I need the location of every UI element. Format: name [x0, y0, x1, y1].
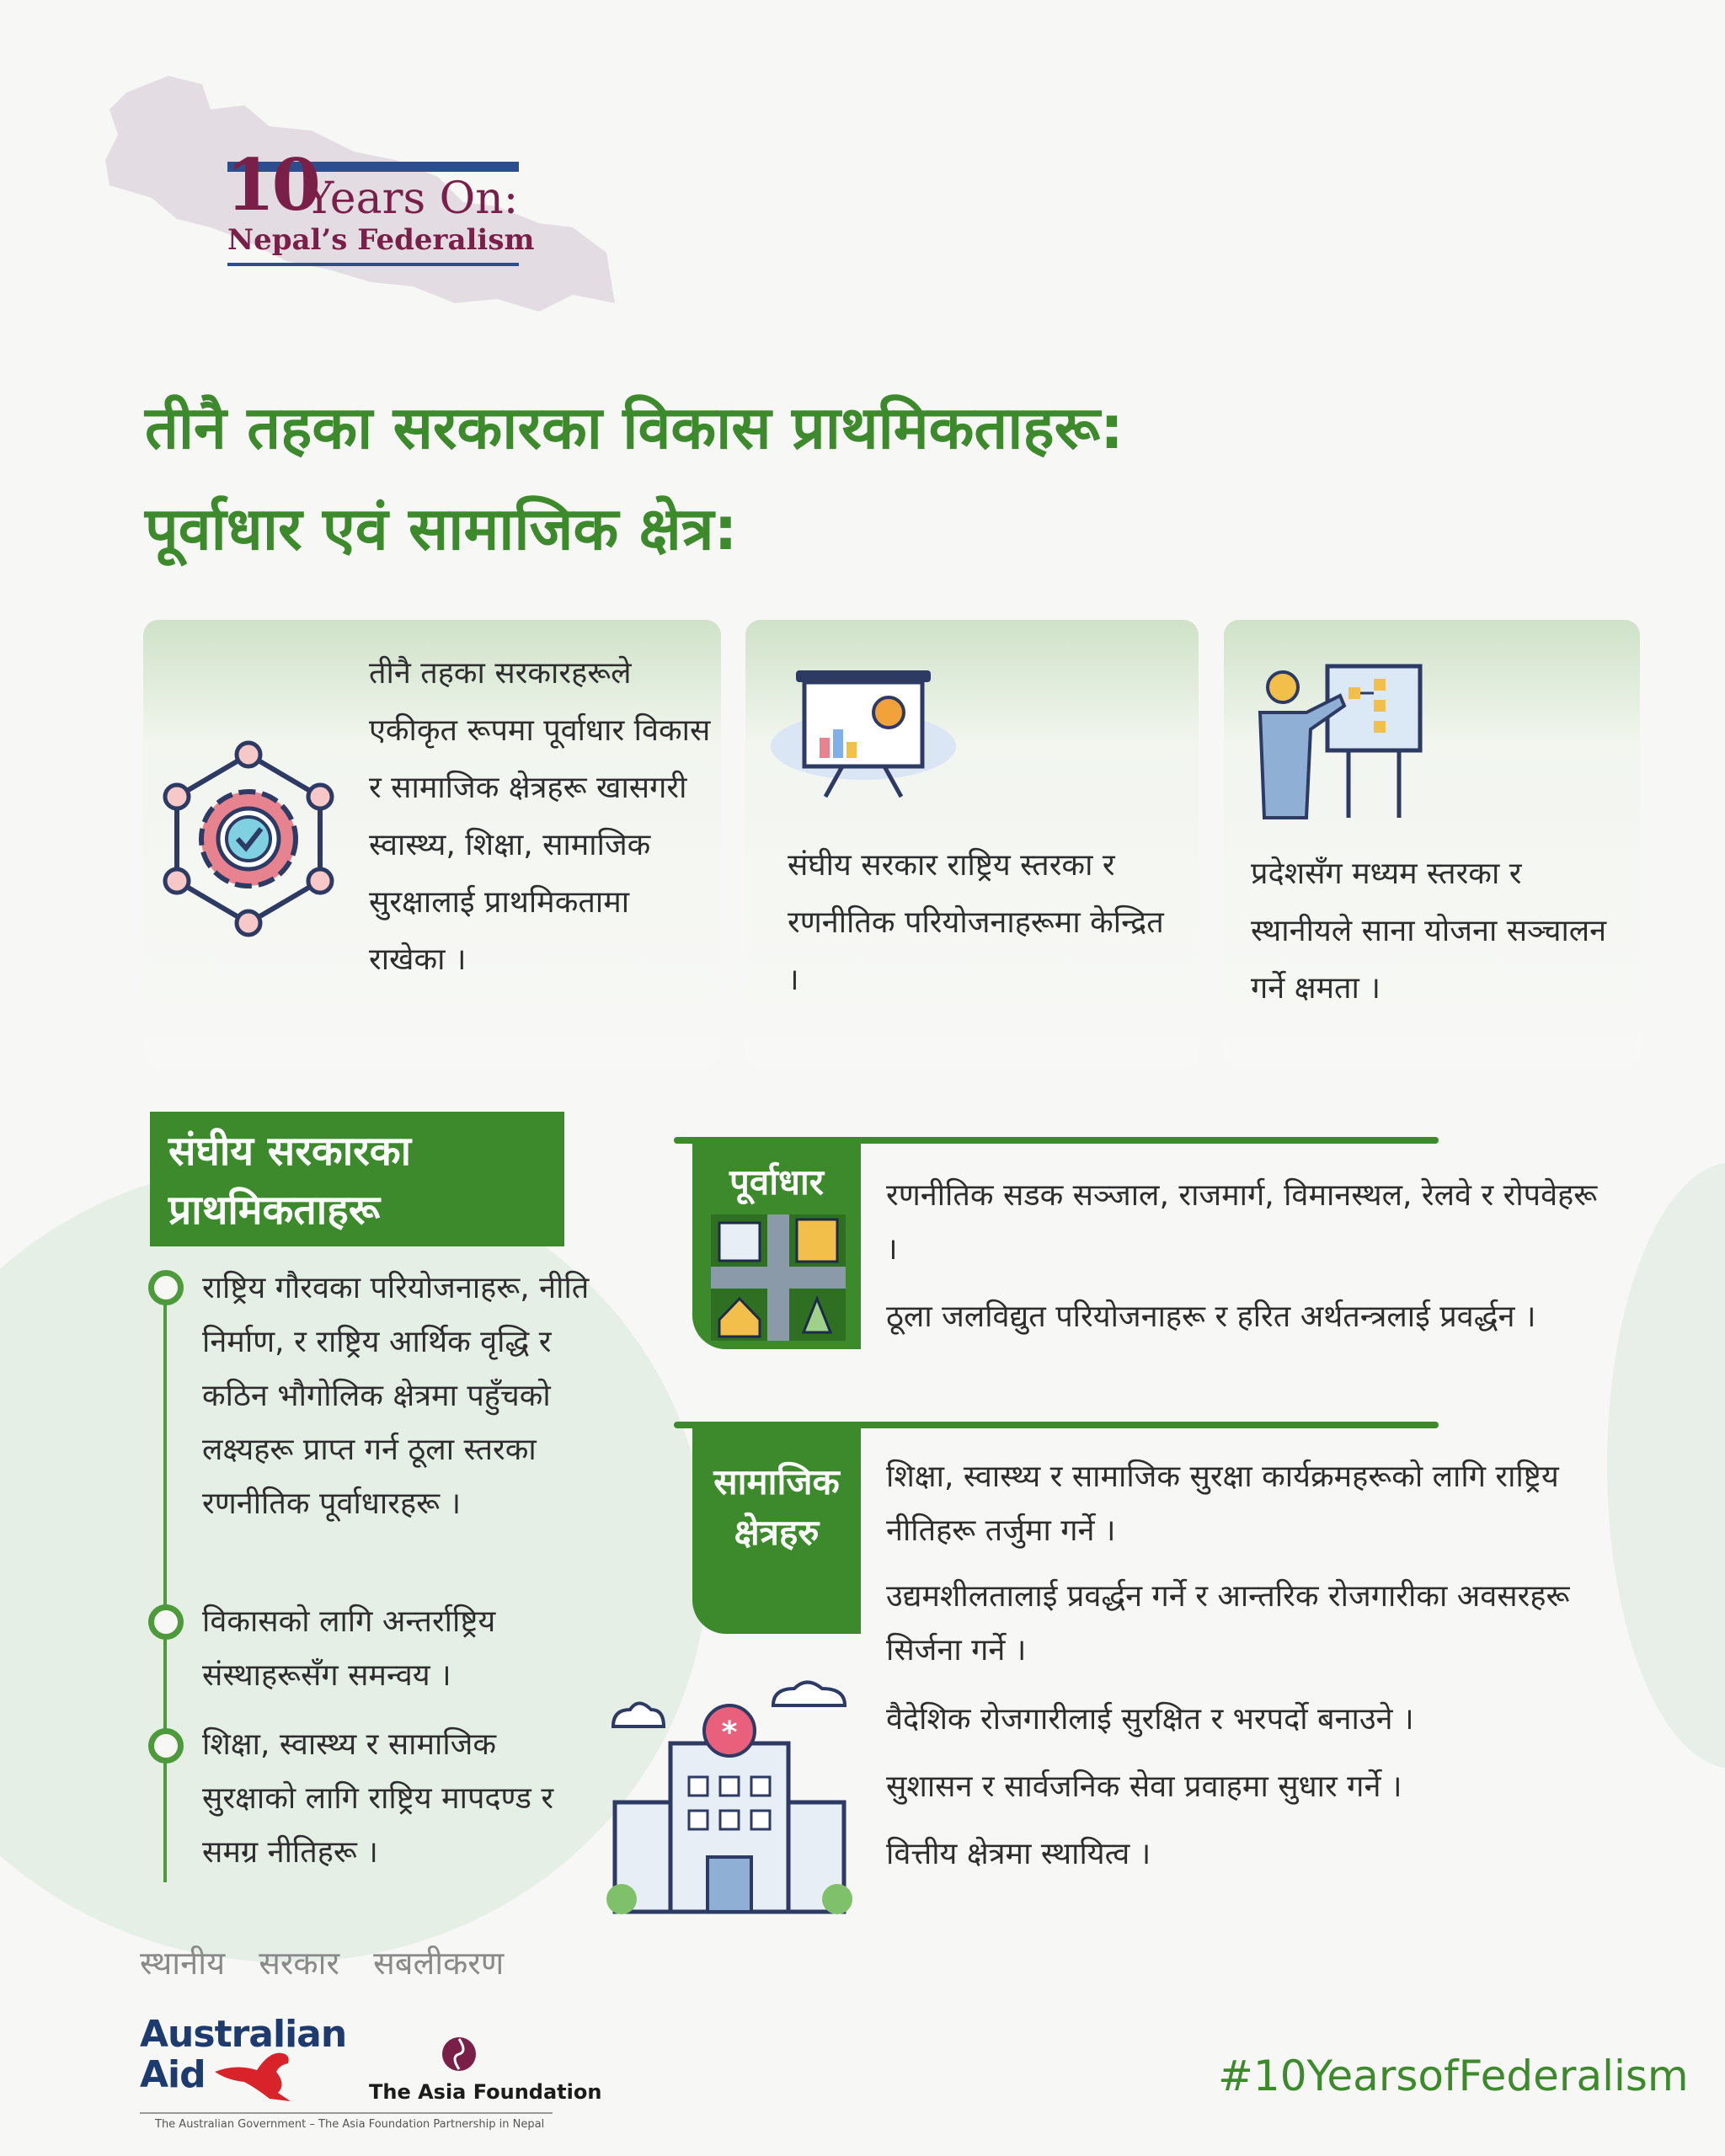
social-label-line2: क्षेत्रहरु	[734, 1512, 820, 1553]
program-words: स्थानीय सरकार सबलीकरण	[140, 1945, 505, 1982]
social-item: उद्यमशीलतालाई प्रवर्द्धन गर्ने र आन्तरिक रोजगारीका अवसरहरू सिर्जना गर्ने ।	[886, 1579, 1570, 1668]
asia-foundation-name: The Asia Foundation	[369, 2080, 602, 2104]
social-item: शिक्षा, स्वास्थ्य र सामाजिक सुरक्षा कार्यक्रमहरूको लागि राष्ट्रिय नीतिहरू तर्जुमा गर्ने ।	[886, 1460, 1559, 1548]
federal-item: राष्ट्रिय गौरवका परियोजनाहरू, नीति निर्माण, र राष्ट्रिय आर्थिक वृद्धि र कठिन भौगोलिक क्षेत्रमा पहुँचको लक्ष्यहरू प्राप्त गर्न ठूला स्तरका रणनीतिक पूर्वाधारहरू ।	[202, 1271, 590, 1521]
card-text: प्रदेशसँग मध्यम स्तरका र स्थानीयले साना योजना सञ्चालन गर्ने क्षमता ।	[1251, 857, 1607, 1006]
social-item: वित्तीय क्षेत्रमा स्थायित्व ।	[886, 1837, 1151, 1871]
page-title-line1: तीनै तहका सरकारका विकास प्राथमिकताहरू:	[145, 393, 1124, 462]
partnership-rule	[140, 2112, 553, 2114]
background-blob-right	[1607, 1162, 1725, 1769]
card-text: तीनै तहका सरकारहरूले एकीकृत रूपमा पूर्वाधार विकास र सामाजिक क्षेत्रहरू खासगरी स्वास्थ्य, शिक्षा, सामाजिक सुरक्षालाई प्राथमिकतामा राखेका ।	[369, 656, 711, 977]
hashtag: #10YearsofFederalism	[1218, 2052, 1689, 2100]
infrastructure-item: रणनीतिक सडक सञ्जाल, राजमार्ग, विमानस्थल, रेलवे र रोपवेहरू ।	[886, 1178, 1598, 1267]
card-province-local	[1224, 620, 1640, 1066]
infrastructure-label: पूर्वाधार	[729, 1161, 824, 1203]
logo-ten: 10	[226, 143, 318, 227]
logo-rule-bottom	[227, 263, 519, 266]
heading-line2: प्राथमिकताहरू	[168, 1187, 380, 1234]
federal-priorities-heading	[150, 1112, 564, 1246]
aus-aid-line2: Aid	[140, 2053, 206, 2096]
presentation-board-icon	[762, 662, 964, 805]
gear-check-icon	[152, 738, 345, 948]
asia-foundation-icon	[438, 2035, 480, 2073]
card-federal-focus	[745, 620, 1199, 1066]
social-item: वैदेशिक रोजगारीलाई सुरक्षित र भरपर्दो बनाउने ।	[886, 1702, 1414, 1737]
bullet-point	[148, 1270, 184, 1305]
svg-text:*: *	[721, 1716, 738, 1750]
social-item: सुशासन र सार्वजनिक सेवा प्रवाहमा सुधार गर्ने ।	[886, 1769, 1402, 1804]
logo-years-on: Years On:	[305, 173, 519, 224]
infrastructure-item: ठूला जलविद्युत परियोजनाहरू र हरित अर्थतन्त्रलाई प्रवर्द्धन ।	[886, 1299, 1536, 1334]
timeline-line	[163, 1284, 167, 1882]
aus-aid-line1: Australian	[140, 2013, 347, 2056]
partnership-text: The Australian Government – The Asia Foundation Partnership in Nepal	[155, 2118, 545, 2131]
kangaroo-icon	[211, 2047, 303, 2105]
page-title-line2: पूर्वाधार एवं सामाजिक क्षेत्र:	[145, 494, 738, 563]
card-integrated-priorities	[143, 620, 721, 1066]
bullet-point	[148, 1604, 184, 1640]
social-panel	[692, 1423, 861, 1634]
city-map-icon	[711, 1214, 846, 1341]
social-label-line1: सामाजिक	[713, 1461, 840, 1502]
hospital-building-icon	[605, 1672, 854, 1920]
federal-item: शिक्षा, स्वास्थ्य र सामाजिक सुरक्षाको लागि राष्ट्रिय मापदण्ड र समग्र नीतिहरू ।	[202, 1727, 554, 1870]
bullet-point	[148, 1728, 184, 1764]
infrastructure-panel	[692, 1139, 861, 1349]
federal-item: विकासको लागि अन्तर्राष्ट्रिय संस्थाहरूसँग समन्वय ।	[202, 1604, 496, 1693]
logo-subtitle: Nepal’s Federalism	[227, 223, 535, 257]
presenter-flowchart-icon	[1247, 662, 1424, 822]
heading-line1: संघीय सरकारका	[168, 1128, 412, 1175]
card-text: संघीय सरकार राष्ट्रिय स्तरका र रणनीतिक परियोजनाहरूमा केन्द्रित ।	[788, 848, 1164, 997]
